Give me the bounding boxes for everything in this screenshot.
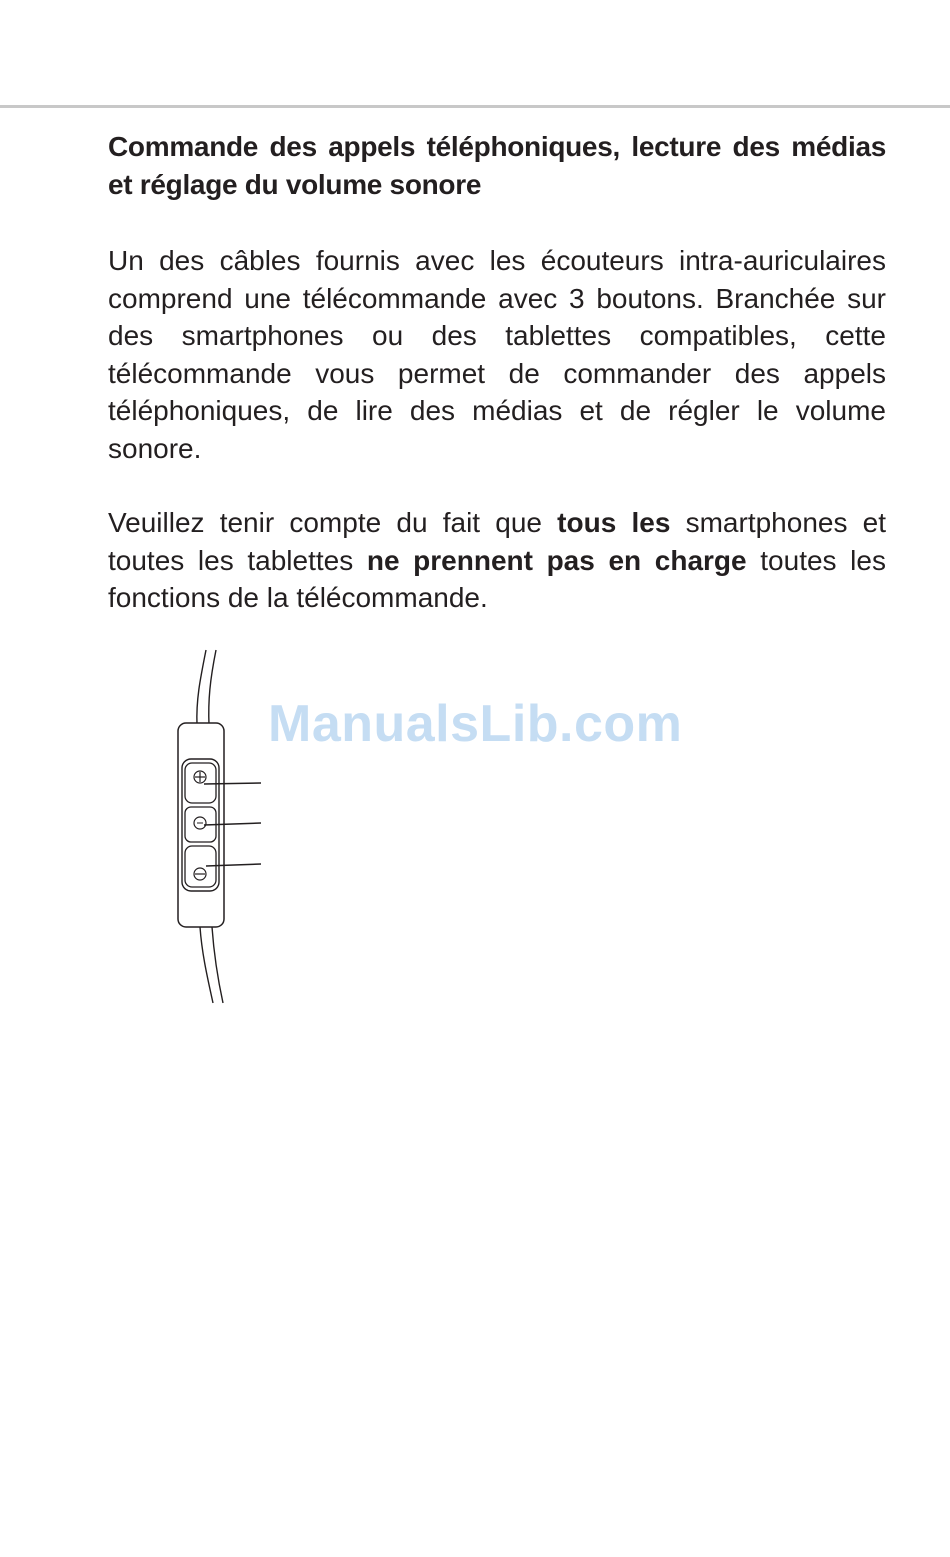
watermark: ManualsLib.com <box>268 695 683 753</box>
lower-cable <box>200 927 213 1003</box>
lower-cable-edge <box>212 927 223 1003</box>
section-heading: Commande des appels téléphoniques, lecture des médias et réglage du volume sonore <box>108 131 886 200</box>
note-text-3: toutes les fonctions de la télécommande. <box>108 544 886 613</box>
plus-icon <box>194 771 206 783</box>
page-content <box>108 128 886 617</box>
compatibility-note <box>108 504 886 617</box>
header-rule <box>0 105 950 108</box>
note-text-2: smartphones et toutes les tablettes <box>108 507 887 576</box>
note-text-1: Veuillez tenir compte du fait que <box>108 507 558 538</box>
upper-cable-edge <box>209 650 216 725</box>
intro-paragraph: Un des câbles fournis avec les écouteurs intra-auriculaires comprend une télécommande avec 3 boutons. Branchée sur des smartphones ou des tablettes compatibles, cette télécommande vous permet de commander des appels téléphoniques, de lire des médias et de régler le volume sonore. <box>108 245 886 464</box>
note-emphasis-1: tous les <box>557 507 671 538</box>
plus-callout-line <box>204 783 261 784</box>
note-emphasis-2: ne prennent pas en charge <box>366 544 747 576</box>
upper-cable <box>197 650 206 725</box>
